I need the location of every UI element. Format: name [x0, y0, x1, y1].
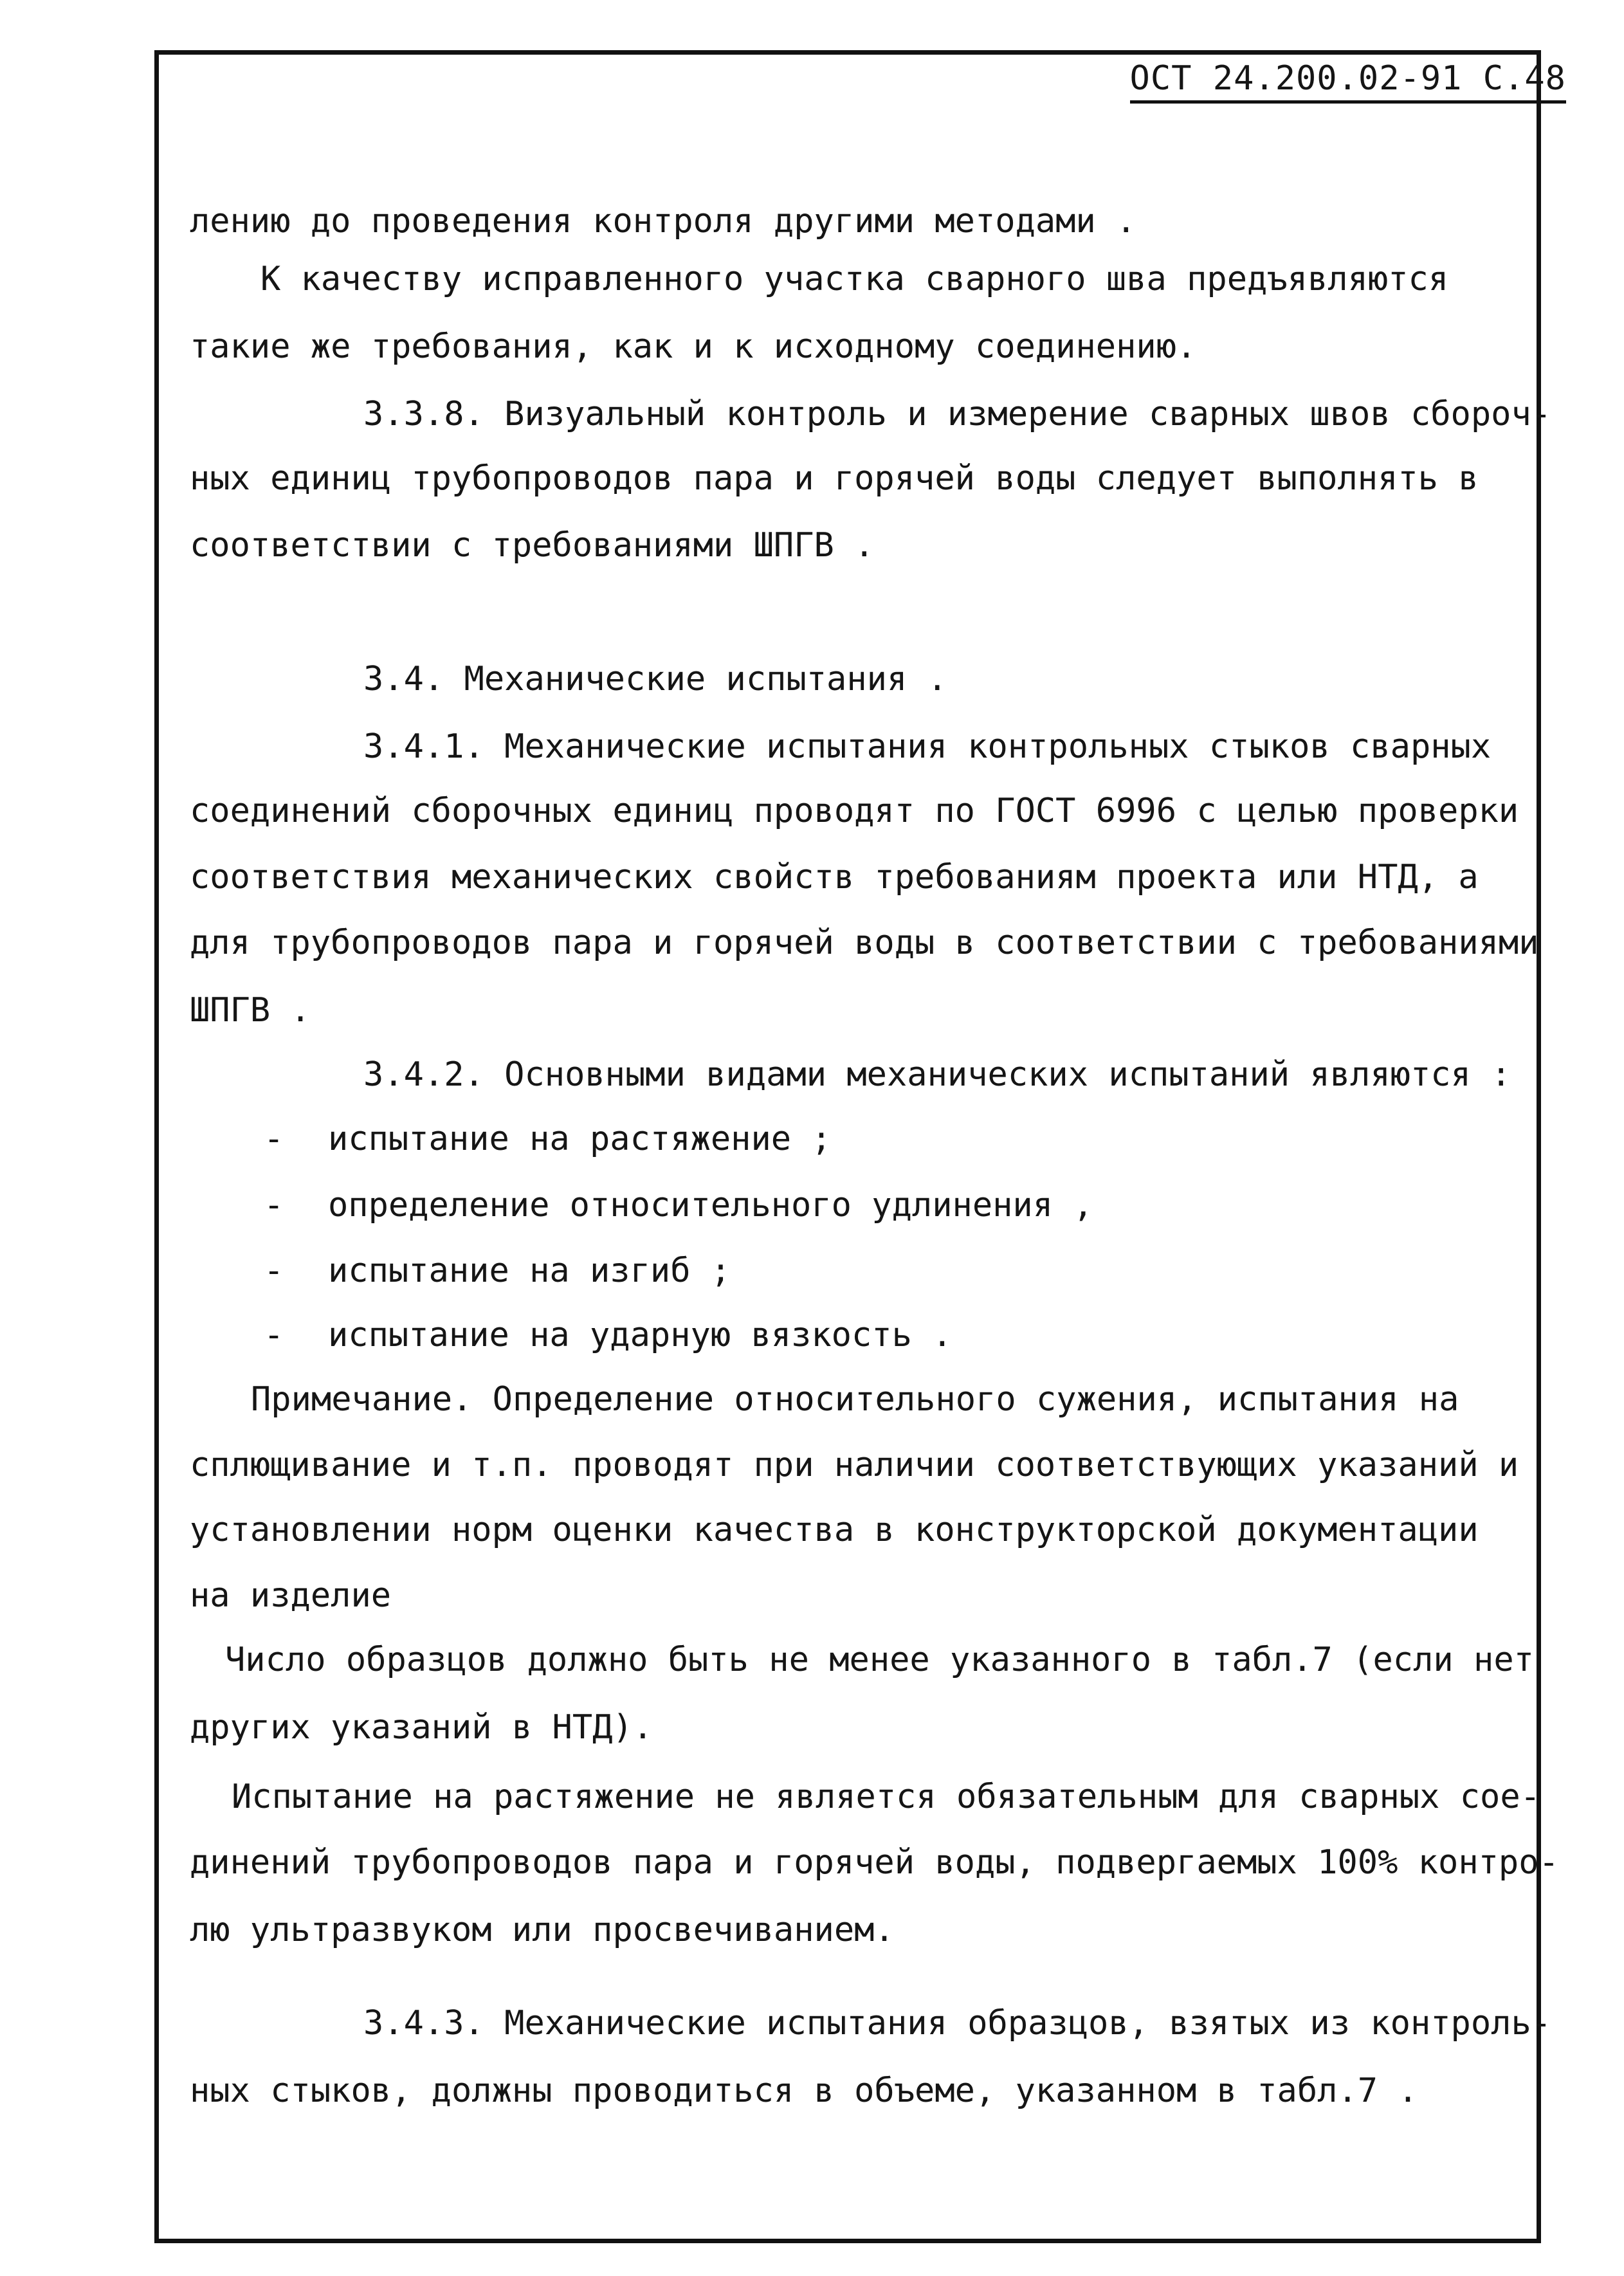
- text-line: других указаний в НТД).: [190, 1708, 653, 1747]
- text-line: ШПГВ .: [190, 991, 311, 1030]
- text-line: ных единиц трубопроводов пара и горячей воды следует выполнять в: [190, 459, 1479, 498]
- document-header: ОСТ 24.200.02-91 С.48: [1130, 59, 1566, 104]
- list-marker: -: [264, 1252, 284, 1290]
- text-line: 3.3.8. Визуальный контроль и измерение сварных швов сбороч-: [363, 395, 1552, 433]
- text-line: соответствия механических свойств требованиям проекта или НТД, а: [190, 858, 1479, 897]
- list-item: определение относительного удлинения ,: [328, 1186, 1093, 1224]
- note-line: сплющивание и т.п. проводят при наличии соответствующих указаний и: [190, 1446, 1519, 1484]
- text-line: такие же требования, как и к исходному соединению.: [190, 327, 1197, 366]
- text-line: Число образцов должно быть не менее указанного в табл.7 (если нет: [225, 1641, 1534, 1679]
- text-line: лю ультразвуком или просвечиванием.: [190, 1911, 895, 1949]
- list-item: испытание на изгиб ;: [328, 1252, 731, 1290]
- text-line: Испытание на растяжение не является обязательным для сварных сое-: [232, 1778, 1540, 1816]
- section-title: 3.4. Механические испытания .: [363, 660, 947, 698]
- list-marker: -: [264, 1316, 284, 1354]
- note-line: установлении норм оценки качества в конструкторской документации: [190, 1511, 1479, 1549]
- list-marker: -: [264, 1120, 284, 1158]
- text-line: 3.4.1. Механические испытания контрольных стыков сварных: [363, 727, 1492, 766]
- text-line: динений трубопроводов пара и горячей воды, подвергаемых 100% контро-: [190, 1843, 1559, 1882]
- text-line: 3.4.2. Основными видами механических испытаний являются :: [363, 1055, 1511, 1094]
- text-line: ных стыков, должны проводиться в объеме, указанном в табл.7 .: [190, 2071, 1418, 2110]
- note-line: на изделие: [190, 1576, 392, 1615]
- text-line: для трубопроводов пара и горячей воды в соответствии с требованиями: [190, 924, 1539, 962]
- text-line: К качеству исправленного участка сварного шва предъявляются: [260, 260, 1449, 298]
- text-line: соединений сборочных единиц проводят по ГОСТ 6996 с целью проверки: [190, 792, 1519, 830]
- list-marker: -: [264, 1186, 284, 1224]
- text-line: 3.4.3. Механические испытания образцов, взятых из контроль-: [363, 2004, 1552, 2043]
- text-line: лению до проведения контроля другими методами .: [190, 202, 1136, 241]
- text-line: соответствии с требованиями ШПГВ .: [190, 526, 875, 565]
- list-item: испытание на растяжение ;: [328, 1120, 832, 1158]
- note-line: Примечание. Определение относительного сужения, испытания на: [251, 1380, 1459, 1419]
- list-item: испытание на ударную вязкость .: [328, 1316, 953, 1354]
